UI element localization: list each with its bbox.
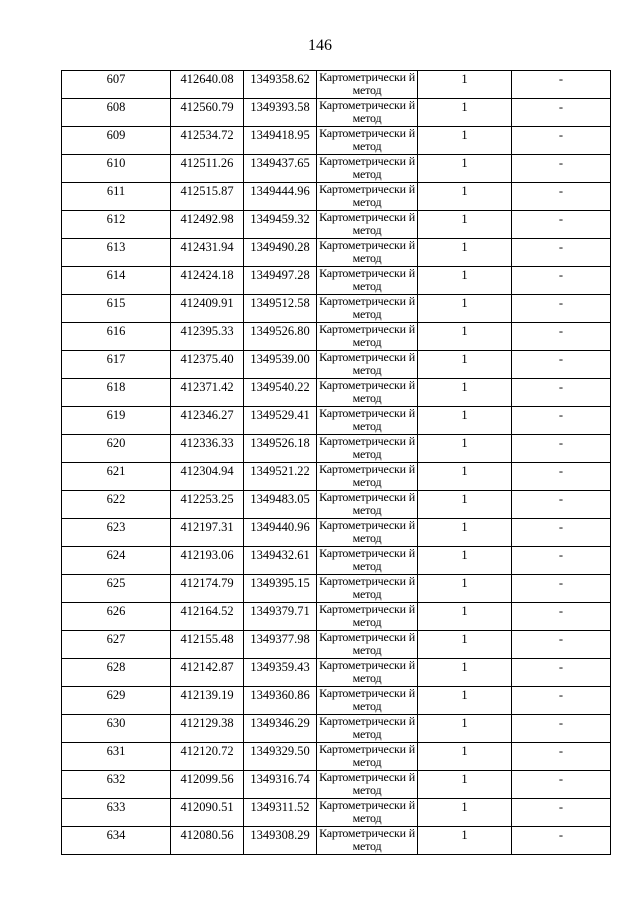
method-cell: Картометрически й метод — [317, 211, 418, 239]
table-row — [62, 491, 611, 519]
note-cell: - — [512, 575, 611, 603]
y-coordinate-cell: 1349540.22 — [244, 379, 317, 407]
point-number-cell: 628 — [62, 659, 171, 687]
accuracy-cell: 1 — [418, 715, 512, 743]
accuracy-cell: 1 — [418, 351, 512, 379]
note-cell: - — [512, 687, 611, 715]
method-cell: Картометрически й метод — [317, 631, 418, 659]
x-coordinate-cell: 412336.33 — [171, 435, 244, 463]
y-coordinate-cell: 1349395.15 — [244, 575, 317, 603]
note-cell: - — [512, 435, 611, 463]
page-number: 146 — [308, 37, 332, 54]
accuracy-cell: 1 — [418, 743, 512, 771]
y-coordinate-cell: 1349360.86 — [244, 687, 317, 715]
y-coordinate-cell: 1349521.22 — [244, 463, 317, 491]
x-coordinate-cell: 412431.94 — [171, 239, 244, 267]
x-coordinate-cell: 412515.87 — [171, 183, 244, 211]
accuracy-cell: 1 — [418, 827, 512, 855]
y-coordinate-cell: 1349329.50 — [244, 743, 317, 771]
table-row — [62, 435, 611, 463]
x-coordinate-cell: 412511.26 — [171, 155, 244, 183]
note-cell: - — [512, 99, 611, 127]
table-row — [62, 687, 611, 715]
point-number-cell: 619 — [62, 407, 171, 435]
note-cell: - — [512, 631, 611, 659]
y-coordinate-cell: 1349526.80 — [244, 323, 317, 351]
point-number-cell: 634 — [62, 827, 171, 855]
table-row — [62, 463, 611, 491]
note-cell: - — [512, 127, 611, 155]
table-row — [62, 267, 611, 295]
method-cell: Картометрически й метод — [317, 71, 418, 99]
accuracy-cell: 1 — [418, 239, 512, 267]
x-coordinate-cell: 412120.72 — [171, 743, 244, 771]
y-coordinate-cell: 1349440.96 — [244, 519, 317, 547]
x-coordinate-cell: 412142.87 — [171, 659, 244, 687]
y-coordinate-cell: 1349529.41 — [244, 407, 317, 435]
accuracy-cell: 1 — [418, 799, 512, 827]
note-cell: - — [512, 267, 611, 295]
x-coordinate-cell: 412560.79 — [171, 99, 244, 127]
point-number-cell: 608 — [62, 99, 171, 127]
table-row — [62, 351, 611, 379]
table-row — [62, 155, 611, 183]
accuracy-cell: 1 — [418, 155, 512, 183]
table-row — [62, 379, 611, 407]
y-coordinate-cell: 1349316.74 — [244, 771, 317, 799]
accuracy-cell: 1 — [418, 267, 512, 295]
point-number-cell: 627 — [62, 631, 171, 659]
y-coordinate-cell: 1349393.58 — [244, 99, 317, 127]
note-cell: - — [512, 239, 611, 267]
method-cell: Картометрически й метод — [317, 575, 418, 603]
point-number-cell: 611 — [62, 183, 171, 211]
x-coordinate-cell: 412129.38 — [171, 715, 244, 743]
note-cell: - — [512, 715, 611, 743]
note-cell: - — [512, 519, 611, 547]
y-coordinate-cell: 1349526.18 — [244, 435, 317, 463]
table-row — [62, 407, 611, 435]
x-coordinate-cell: 412253.25 — [171, 491, 244, 519]
y-coordinate-cell: 1349358.62 — [244, 71, 317, 99]
point-number-cell: 610 — [62, 155, 171, 183]
table-row — [62, 743, 611, 771]
table-row — [62, 211, 611, 239]
table-row — [62, 827, 611, 855]
table-row — [62, 323, 611, 351]
y-coordinate-cell: 1349437.65 — [244, 155, 317, 183]
method-cell: Картометрически й метод — [317, 127, 418, 155]
x-coordinate-cell: 412534.72 — [171, 127, 244, 155]
point-number-cell: 620 — [62, 435, 171, 463]
accuracy-cell: 1 — [418, 519, 512, 547]
point-number-cell: 609 — [62, 127, 171, 155]
method-cell: Картометрически й метод — [317, 99, 418, 127]
x-coordinate-cell: 412193.06 — [171, 547, 244, 575]
note-cell: - — [512, 491, 611, 519]
table-row — [62, 771, 611, 799]
point-number-cell: 612 — [62, 211, 171, 239]
point-number-cell: 614 — [62, 267, 171, 295]
accuracy-cell: 1 — [418, 379, 512, 407]
point-number-cell: 615 — [62, 295, 171, 323]
y-coordinate-cell: 1349308.29 — [244, 827, 317, 855]
point-number-cell: 630 — [62, 715, 171, 743]
point-number-cell: 624 — [62, 547, 171, 575]
accuracy-cell: 1 — [418, 435, 512, 463]
y-coordinate-cell: 1349444.96 — [244, 183, 317, 211]
x-coordinate-cell: 412164.52 — [171, 603, 244, 631]
accuracy-cell: 1 — [418, 631, 512, 659]
accuracy-cell: 1 — [418, 183, 512, 211]
table-row — [62, 575, 611, 603]
x-coordinate-cell: 412099.56 — [171, 771, 244, 799]
table-row — [62, 547, 611, 575]
note-cell: - — [512, 463, 611, 491]
note-cell: - — [512, 155, 611, 183]
method-cell: Картометрически й метод — [317, 519, 418, 547]
y-coordinate-cell: 1349346.29 — [244, 715, 317, 743]
note-cell: - — [512, 351, 611, 379]
x-coordinate-cell: 412395.33 — [171, 323, 244, 351]
method-cell: Картометрически й метод — [317, 379, 418, 407]
table-row — [62, 239, 611, 267]
x-coordinate-cell: 412371.42 — [171, 379, 244, 407]
method-cell: Картометрически й метод — [317, 183, 418, 211]
note-cell: - — [512, 323, 611, 351]
x-coordinate-cell: 412155.48 — [171, 631, 244, 659]
table-row — [62, 183, 611, 211]
point-number-cell: 621 — [62, 463, 171, 491]
note-cell: - — [512, 799, 611, 827]
method-cell: Картометрически й метод — [317, 323, 418, 351]
method-cell: Картометрически й метод — [317, 603, 418, 631]
method-cell: Картометрически й метод — [317, 407, 418, 435]
y-coordinate-cell: 1349459.32 — [244, 211, 317, 239]
accuracy-cell: 1 — [418, 99, 512, 127]
accuracy-cell: 1 — [418, 295, 512, 323]
note-cell: - — [512, 295, 611, 323]
x-coordinate-cell: 412375.40 — [171, 351, 244, 379]
table-row — [62, 799, 611, 827]
method-cell: Картометрически й метод — [317, 267, 418, 295]
method-cell: Картометрически й метод — [317, 295, 418, 323]
accuracy-cell: 1 — [418, 687, 512, 715]
table-row — [62, 631, 611, 659]
note-cell: - — [512, 407, 611, 435]
method-cell: Картометрически й метод — [317, 351, 418, 379]
method-cell: Картометрически й метод — [317, 659, 418, 687]
point-number-cell: 618 — [62, 379, 171, 407]
point-number-cell: 633 — [62, 799, 171, 827]
y-coordinate-cell: 1349432.61 — [244, 547, 317, 575]
table-row — [62, 715, 611, 743]
y-coordinate-cell: 1349490.28 — [244, 239, 317, 267]
note-cell: - — [512, 827, 611, 855]
y-coordinate-cell: 1349359.43 — [244, 659, 317, 687]
table-row — [62, 127, 611, 155]
accuracy-cell: 1 — [418, 211, 512, 239]
y-coordinate-cell: 1349418.95 — [244, 127, 317, 155]
x-coordinate-cell: 412174.79 — [171, 575, 244, 603]
point-number-cell: 632 — [62, 771, 171, 799]
y-coordinate-cell: 1349377.98 — [244, 631, 317, 659]
x-coordinate-cell: 412090.51 — [171, 799, 244, 827]
method-cell: Картометрически й метод — [317, 687, 418, 715]
note-cell: - — [512, 211, 611, 239]
accuracy-cell: 1 — [418, 771, 512, 799]
table-row — [62, 519, 611, 547]
note-cell: - — [512, 379, 611, 407]
table-row — [62, 603, 611, 631]
point-number-cell: 617 — [62, 351, 171, 379]
accuracy-cell: 1 — [418, 575, 512, 603]
coordinates-table — [61, 70, 611, 855]
table-body — [62, 71, 611, 855]
method-cell: Картометрически й метод — [317, 771, 418, 799]
accuracy-cell: 1 — [418, 71, 512, 99]
accuracy-cell: 1 — [418, 659, 512, 687]
accuracy-cell: 1 — [418, 603, 512, 631]
y-coordinate-cell: 1349512.58 — [244, 295, 317, 323]
method-cell: Картометрически й метод — [317, 491, 418, 519]
method-cell: Картометрически й метод — [317, 799, 418, 827]
point-number-cell: 613 — [62, 239, 171, 267]
note-cell: - — [512, 659, 611, 687]
x-coordinate-cell: 412197.31 — [171, 519, 244, 547]
point-number-cell: 622 — [62, 491, 171, 519]
y-coordinate-cell: 1349539.00 — [244, 351, 317, 379]
method-cell: Картометрически й метод — [317, 715, 418, 743]
accuracy-cell: 1 — [418, 463, 512, 491]
x-coordinate-cell: 412492.98 — [171, 211, 244, 239]
method-cell: Картометрически й метод — [317, 239, 418, 267]
method-cell: Картометрически й метод — [317, 155, 418, 183]
y-coordinate-cell: 1349483.05 — [244, 491, 317, 519]
accuracy-cell: 1 — [418, 323, 512, 351]
table-row — [62, 71, 611, 99]
note-cell: - — [512, 743, 611, 771]
accuracy-cell: 1 — [418, 407, 512, 435]
accuracy-cell: 1 — [418, 491, 512, 519]
x-coordinate-cell: 412304.94 — [171, 463, 244, 491]
note-cell: - — [512, 771, 611, 799]
note-cell: - — [512, 603, 611, 631]
accuracy-cell: 1 — [418, 127, 512, 155]
y-coordinate-cell: 1349379.71 — [244, 603, 317, 631]
method-cell: Картометрически й метод — [317, 547, 418, 575]
point-number-cell: 625 — [62, 575, 171, 603]
x-coordinate-cell: 412640.08 — [171, 71, 244, 99]
point-number-cell: 629 — [62, 687, 171, 715]
x-coordinate-cell: 412346.27 — [171, 407, 244, 435]
accuracy-cell: 1 — [418, 547, 512, 575]
method-cell: Картометрически й метод — [317, 463, 418, 491]
x-coordinate-cell: 412080.56 — [171, 827, 244, 855]
point-number-cell: 623 — [62, 519, 171, 547]
point-number-cell: 631 — [62, 743, 171, 771]
note-cell: - — [512, 183, 611, 211]
note-cell: - — [512, 71, 611, 99]
point-number-cell: 626 — [62, 603, 171, 631]
x-coordinate-cell: 412409.91 — [171, 295, 244, 323]
y-coordinate-cell: 1349497.28 — [244, 267, 317, 295]
table-row — [62, 659, 611, 687]
x-coordinate-cell: 412424.18 — [171, 267, 244, 295]
table-row — [62, 295, 611, 323]
x-coordinate-cell: 412139.19 — [171, 687, 244, 715]
point-number-cell: 607 — [62, 71, 171, 99]
table-row — [62, 99, 611, 127]
point-number-cell: 616 — [62, 323, 171, 351]
method-cell: Картометрически й метод — [317, 827, 418, 855]
note-cell: - — [512, 547, 611, 575]
method-cell: Картометрически й метод — [317, 435, 418, 463]
y-coordinate-cell: 1349311.52 — [244, 799, 317, 827]
method-cell: Картометрически й метод — [317, 743, 418, 771]
